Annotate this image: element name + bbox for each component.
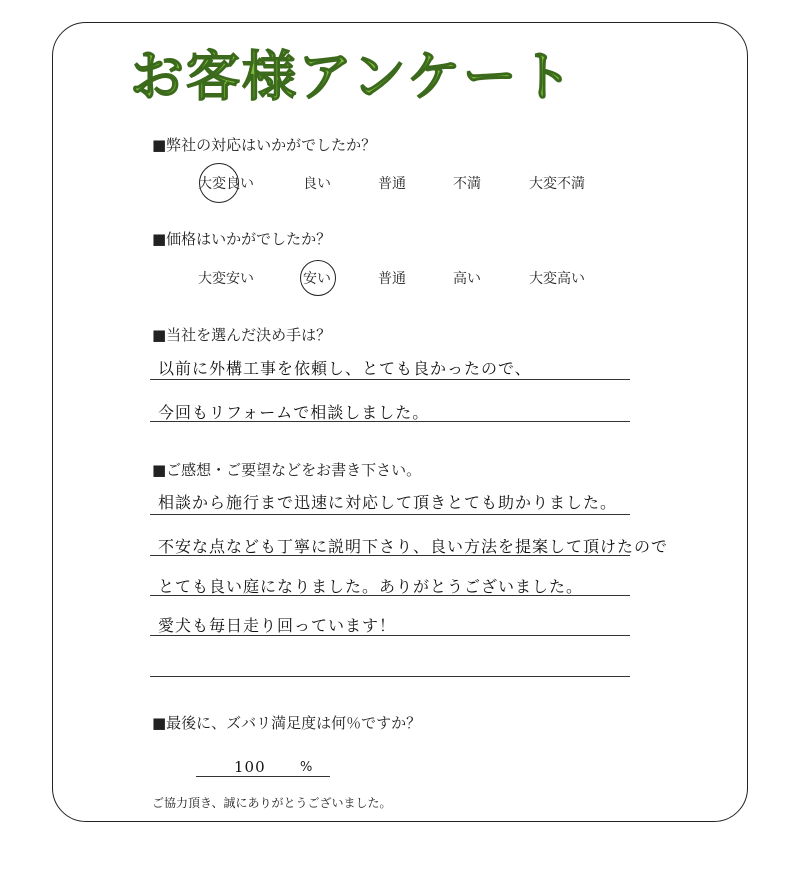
percent-unit: % [300,760,313,775]
q4-answer-line-3: とても良い庭になりました。ありがとうございました。 [158,577,584,596]
q1-option-4[interactable]: 不満 [453,176,481,192]
q3-rule-2 [150,421,630,422]
q3-answer-line-1: 以前に外構工事を依頼し、とても良かったので、 [158,359,532,378]
satisfaction-value: 100 [234,758,266,776]
q1-option-5[interactable]: 大変不満 [529,176,585,192]
question-3: ■当社を選んだ決め手は？ [152,326,332,344]
q4-rule-1 [150,514,630,515]
q4-answer-line-2: 不安な点なども丁寧に説明下さり、良い方法を提案して頂けたので [158,537,669,556]
q4-rule-5 [150,676,630,677]
q1-option-1[interactable]: 大変良い [198,176,254,192]
q1-option-3[interactable]: 普通 [378,176,406,192]
question-1: ■弊社の対応はいかがでしたか？ [152,136,377,154]
q4-rule-3 [150,595,630,596]
q2-option-2[interactable]: 安い [303,271,331,287]
q2-option-5[interactable]: 大変高い [529,271,585,287]
satisfaction-rule [196,776,330,777]
q1-option-2[interactable]: 良い [303,176,331,192]
q2-selected-circle [300,260,336,296]
q4-rule-4 [150,635,630,636]
q3-answer-line-2: 今回もリフォームで相談しました。 [158,403,430,422]
q3-rule-1 [150,379,630,380]
q4-answer-line-4: 愛犬も毎日走り回っています！ [158,616,397,635]
q4-rule-2 [150,555,630,556]
q2-option-1[interactable]: 大変安い [198,271,254,287]
q1-selected-circle [199,163,239,203]
survey-title: お客様アンケート [130,45,575,108]
question-2: ■価格はいかがでしたか？ [152,230,332,248]
thanks-message: ご協力頂き、誠にありがとうございました。 [152,796,392,810]
q2-option-3[interactable]: 普通 [378,271,406,287]
q2-option-4[interactable]: 高い [453,271,481,287]
q4-answer-line-1: 相談から施行まで迅速に対応して頂きとても助かりました。 [158,493,618,512]
question-4: ■ご感想・ご要望などをお書き下さい。 [152,461,422,479]
question-5: ■最後に、ズバリ満足度は何％ですか？ [152,714,422,732]
